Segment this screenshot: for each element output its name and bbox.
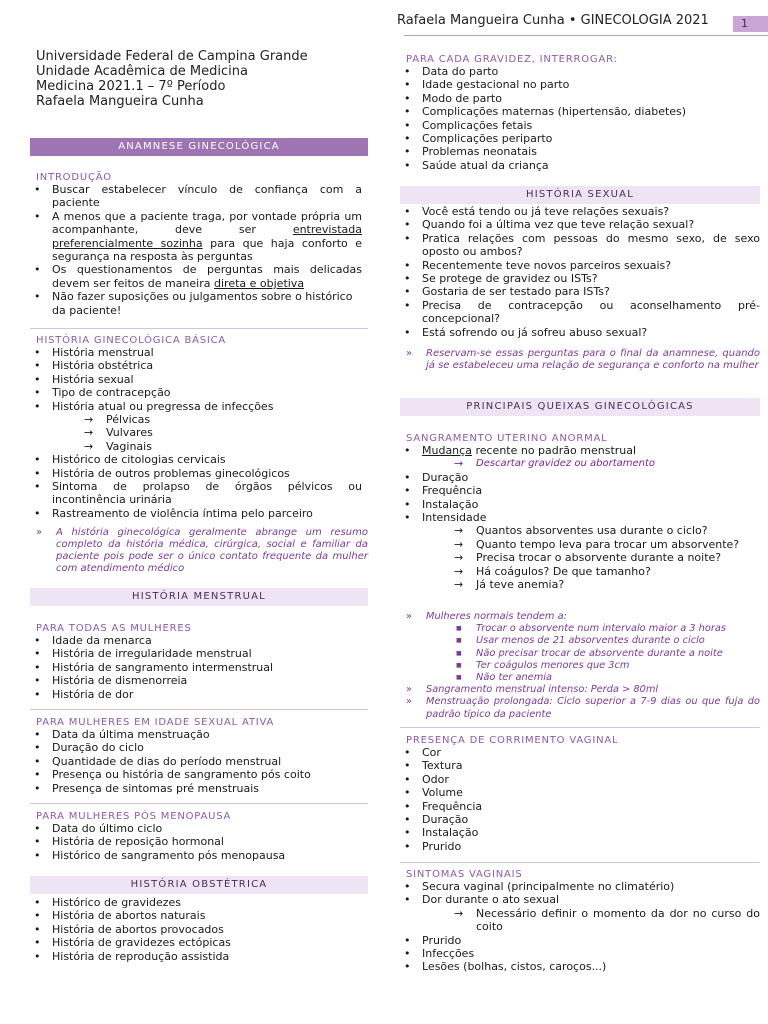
list-item (30, 263, 362, 290)
list-item: • Duração do ciclo (30, 741, 362, 754)
note-basica: » A história ginecológica geralmente abrange um resumo completo da história médica, cirúrgica, social e familiar da paciente pois pode ser o único contato frequente da mulher com atendimento médico (30, 527, 368, 575)
list-item: • História atual ou pregressa de infecções (30, 400, 362, 413)
list-item: • Frequência (400, 484, 760, 497)
list-item: • Idade da menarca (30, 634, 362, 647)
list-subitem: → Vaginais (30, 440, 362, 453)
list-item: • História de abortos naturais (30, 909, 362, 922)
list-item: • Complicações fetais (400, 119, 760, 132)
list-item: • Prurido (400, 934, 760, 947)
list-subitem: → Descartar gravidez ou abortamento (400, 457, 760, 470)
list-item: • Data do parto (400, 65, 760, 78)
list-item: • Modo de parto (400, 92, 760, 105)
list-subitem: → Vulvares (30, 426, 362, 439)
list-item: • Frequência (400, 800, 760, 813)
section-title-sintomas: SINTOMAS VAGINAIS (406, 869, 523, 880)
note-subitem: ■ Ter coágulos menores que 3cm (400, 660, 760, 672)
list-item: • História de outros problemas ginecológicos (30, 467, 362, 480)
list-subitem: → Pélvicas (30, 413, 362, 426)
list-item: • História de abortos provocados (30, 923, 362, 936)
note-subitem: ■ Não precisar trocar de absorvente durante a noite (400, 648, 760, 660)
section-title-gravidez: PARA CADA GRAVIDEZ, INTERROGAR: (406, 54, 618, 65)
section-banner-anamnese: ANAMNESE GINECOLÓGICA (30, 138, 368, 156)
obstetrica-list (30, 896, 362, 963)
list-item: • Prurido (400, 840, 760, 853)
list-item: • História de sangramento intermenstrual (30, 661, 362, 674)
list-item (30, 210, 362, 264)
list-item: • História menstrual (30, 346, 362, 359)
section-title-introducao: INTRODUÇÃO (36, 172, 112, 183)
pos-list (30, 822, 362, 862)
list-item: • Odor (400, 773, 760, 786)
list-item: • Complicações maternas (hipertensão, diabetes) (400, 105, 760, 118)
running-header: Rafaela Mangueira Cunha • GINECOLOGIA 2021 (397, 13, 709, 28)
section-banner-menstrual: HISTÓRIA MENSTRUAL (30, 588, 368, 606)
note-item: » Menstruação prolongada: Ciclo superior a 7-9 dias ou que fuja do padrão típico da paciente (400, 696, 760, 720)
list-item: • Quantidade de dias do período menstrual (30, 755, 362, 768)
section-title-sangramento: SANGRAMENTO UTERINO ANORMAL (406, 433, 608, 444)
section-banner-obstetrica: HISTÓRIA OBSTÉTRICA (30, 876, 368, 894)
list-item: • Rastreamento de violência íntima pelo parceiro (30, 507, 362, 520)
header-rule (404, 35, 768, 36)
list-item: • Buscar estabelecer vínculo de confiança com a paciente (30, 183, 362, 210)
list-item: • Recentemente teve novos parceiros sexuais? (400, 259, 760, 272)
list-item: • História sexual (30, 373, 362, 386)
list-item: • Presença de sintomas pré menstruais (30, 782, 362, 795)
list-item: • Instalação (400, 826, 760, 839)
sangramento-list (400, 444, 760, 591)
institution-block (36, 49, 308, 109)
list-item: • História de dor (30, 688, 362, 701)
list-item: • História de irregularidade menstrual (30, 647, 362, 660)
list-subitem: → Quanto tempo leva para trocar um absorvente? (400, 538, 760, 551)
section-title-basica: HISTÓRIA GINECOLÓGICA BÁSICA (36, 335, 227, 346)
page-number: 1 (733, 16, 768, 32)
list-item: • Lesões (bolhas, cistos, caroços...) (400, 960, 760, 973)
list-item: • Se protege de gravidez ou ISTs? (400, 272, 760, 285)
section-divider (30, 328, 368, 329)
section-divider (30, 709, 368, 710)
list-item: • Saúde atual da criança (400, 159, 760, 172)
section-banner-sexual: HISTÓRIA SEXUAL (400, 186, 760, 204)
text-span: Os questionamentos de perguntas mais delicadas devem ser feitos de maneira (52, 263, 362, 290)
section-title-ativa: PARA MULHERES EM IDADE SEXUAL ATIVA (36, 717, 275, 728)
corrimento-list (400, 746, 760, 853)
list-item: • Data da última menstruação (30, 728, 362, 741)
list-item: • Duração (400, 813, 760, 826)
list-item: • História obstétrica (30, 359, 362, 372)
section-title-todas: PARA TODAS AS MULHERES (36, 623, 192, 634)
text-span: recente no padrão menstrual (471, 444, 637, 457)
list-subitem: → Já teve anemia? (400, 578, 760, 591)
list-item: • Histórico de gravidezes (30, 896, 362, 909)
list-item: • Você está tendo ou já teve relações sexuais? (400, 205, 760, 218)
underlined-text: Mudança (422, 444, 472, 457)
list-item: • Intensidade (400, 511, 760, 524)
institution-line: Universidade Federal de Campina Grande (36, 49, 308, 64)
institution-line: Rafaela Mangueira Cunha (36, 94, 204, 109)
todas-list (30, 634, 362, 701)
note-subitem: ■ Trocar o absorvente num intervalo maior a 3 horas (400, 623, 760, 635)
list-item: • Histórico de sangramento pós menopausa (30, 849, 362, 862)
list-item: • História de reposição hormonal (30, 835, 362, 848)
list-subitem: → Quantos absorventes usa durante o ciclo? (400, 524, 760, 537)
text-span: A menos que a paciente traga, por vontade própria um acompanhante, deve ser (52, 209, 362, 237)
list-item: • Data do último ciclo (30, 822, 362, 835)
list-subitem: → Há coágulos? De que tamanho? (400, 565, 760, 578)
list-item: • Pratica relações com pessoas do mesmo sexo, de sexo oposto ou ambos? (400, 232, 760, 259)
list-item: • Gostaria de ser testado para ISTs? (400, 285, 760, 298)
section-divider (30, 803, 368, 804)
list-item: • Problemas neonatais (400, 145, 760, 158)
gravidez-list (400, 65, 760, 172)
basica-list (30, 346, 362, 520)
list-item: • Sintoma de prolapso de órgãos pélvicos ou incontinência urinária (30, 480, 362, 507)
list-item: • Cor (400, 746, 760, 759)
list-item: • Complicações periparto (400, 132, 760, 145)
section-title-pos: PARA MULHERES PÓS MENOPAUSA (36, 811, 232, 822)
ativa-list (30, 728, 362, 795)
text-span: para que haja conforto e segurança na resposta às perguntas (52, 236, 362, 264)
sangramento-notes (400, 611, 760, 721)
list-item: • Duração (400, 471, 760, 484)
section-title-corrimento: PRESENÇA DE CORRIMENTO VAGINAL (406, 735, 619, 746)
list-item: • Instalação (400, 498, 760, 511)
list-item: • Infecções (400, 947, 760, 960)
section-divider (400, 862, 760, 863)
list-item: • Tipo de contracepção (30, 386, 362, 399)
list-subitem: → Necessário definir o momento da dor no curso do coito (400, 907, 760, 934)
list-item: • Secura vaginal (principalmente no climatério) (400, 880, 760, 893)
section-banner-queixas: PRINCIPAIS QUEIXAS GINECOLÓGICAS (400, 398, 760, 416)
list-item: • Dor durante o ato sexual (400, 893, 760, 906)
sintomas-list (400, 880, 760, 974)
institution-line: Unidade Acadêmica de Medicina (36, 64, 248, 79)
sexual-list (400, 205, 760, 339)
list-item: • Histórico de citologias cervicais (30, 453, 362, 466)
institution-line: Medicina 2021.1 – 7º Período (36, 79, 226, 94)
list-item: • Está sofrendo ou já sofreu abuso sexual? (400, 326, 760, 339)
list-subitem: → Precisa trocar o absorvente durante a noite? (400, 551, 760, 564)
list-item: • Não fazer suposições ou julgamentos sobre o histórico da paciente! (30, 290, 362, 317)
note-item: » Sangramento menstrual intenso: Perda > 80ml (400, 684, 760, 696)
list-item: • Volume (400, 786, 760, 799)
introducao-list (30, 183, 362, 317)
section-divider (400, 727, 760, 728)
underlined-text: direta e objetiva (214, 276, 305, 290)
list-item: • Quando foi a última vez que teve relação sexual? (400, 218, 760, 231)
note-subitem: ■ Não ter anemia (400, 672, 760, 684)
list-item: • História de dismenorreia (30, 674, 362, 687)
list-item: • Precisa de contracepção ou aconselhamento pré-concepcional? (400, 299, 760, 326)
underlined-text: entrevistada preferencialmente sozinha (52, 223, 362, 250)
list-item (400, 444, 760, 457)
list-item: • Textura (400, 759, 760, 772)
list-item: • Idade gestacional no parto (400, 78, 760, 91)
note-item: » Mulheres normais tendem a: (400, 611, 760, 623)
list-item: • História de gravidezes ectópicas (30, 936, 362, 949)
list-item: • História de reprodução assistida (30, 950, 362, 963)
note-subitem: ■ Usar menos de 21 absorventes durante o ciclo (400, 635, 760, 647)
note-sexual: » Reservam-se essas perguntas para o final da anamnese, quando já se estabeleceu uma relação de segurança e conforto na mulher (400, 348, 760, 372)
list-item: • Presença ou história de sangramento pós coito (30, 768, 362, 781)
